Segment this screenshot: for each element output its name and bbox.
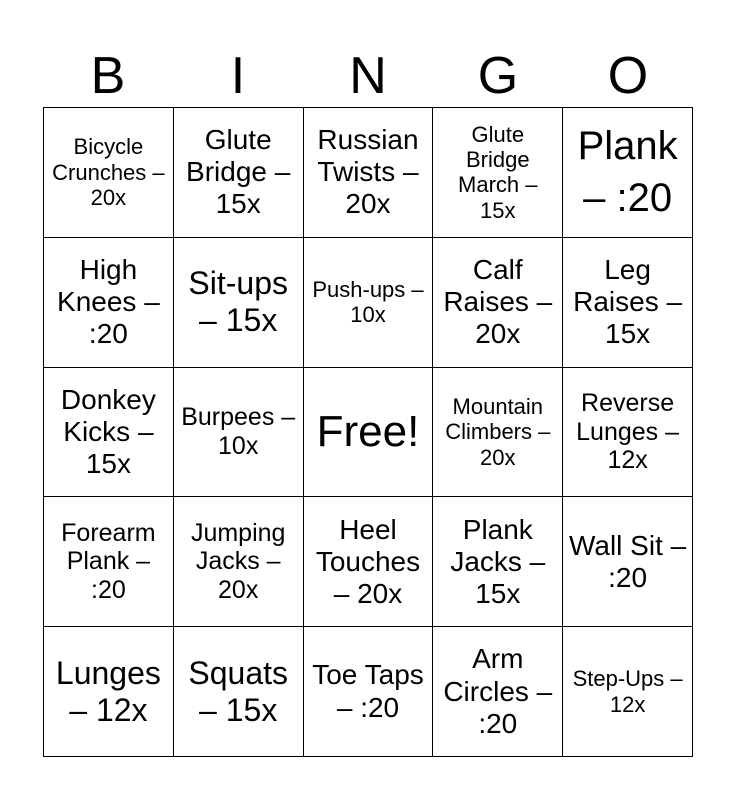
bingo-cell[interactable]: Russian Twists – 20x [304,108,434,238]
bingo-cell[interactable]: Reverse Lunges – 12x [563,368,693,498]
bingo-board [43,107,693,757]
bingo-cell[interactable]: Donkey Kicks – 15x [44,368,174,498]
bingo-cell[interactable]: Leg Raises – 15x [563,238,693,368]
bingo-header [43,46,693,106]
bingo-cell[interactable]: Plank Jacks – 15x [433,497,563,627]
bingo-cell[interactable]: Plank – :20 [563,108,693,238]
header-letter-b: B [90,47,126,105]
bingo-cell[interactable]: Push-ups – 10x [304,238,434,368]
bingo-cell[interactable]: Forearm Plank – :20 [44,497,174,627]
bingo-cell-free[interactable]: Free! [304,368,434,498]
bingo-cell[interactable]: Squats – 15x [174,627,304,757]
bingo-cell[interactable]: Arm Circles – :20 [433,627,563,757]
bingo-cell[interactable]: High Knees – :20 [44,238,174,368]
bingo-cell[interactable]: Glute Bridge – 15x [174,108,304,238]
bingo-cell[interactable]: Glute Bridge March – 15x [433,108,563,238]
bingo-cell[interactable]: Step-Ups – 12x [563,627,693,757]
bingo-cell[interactable]: Bicycle Crunches – 20x [44,108,174,238]
bingo-cell[interactable]: Burpees – 10x [174,368,304,498]
bingo-cell[interactable]: Jumping Jacks – 20x [174,497,304,627]
bingo-cell[interactable]: Lunges – 12x [44,627,174,757]
bingo-cell[interactable]: Toe Taps – :20 [304,627,434,757]
header-letter-g: G [477,47,519,105]
bingo-cell[interactable]: Sit-ups – 15x [174,238,304,368]
bingo-cell[interactable]: Heel Touches – 20x [304,497,434,627]
bingo-cell[interactable]: Wall Sit – :20 [563,497,693,627]
header-letter-n: N [349,47,387,105]
bingo-cell[interactable]: Calf Raises – 20x [433,238,563,368]
header-letter-i: I [230,47,246,105]
bingo-cell[interactable]: Mountain Climbers – 20x [433,368,563,498]
header-letter-o: O [607,47,649,105]
